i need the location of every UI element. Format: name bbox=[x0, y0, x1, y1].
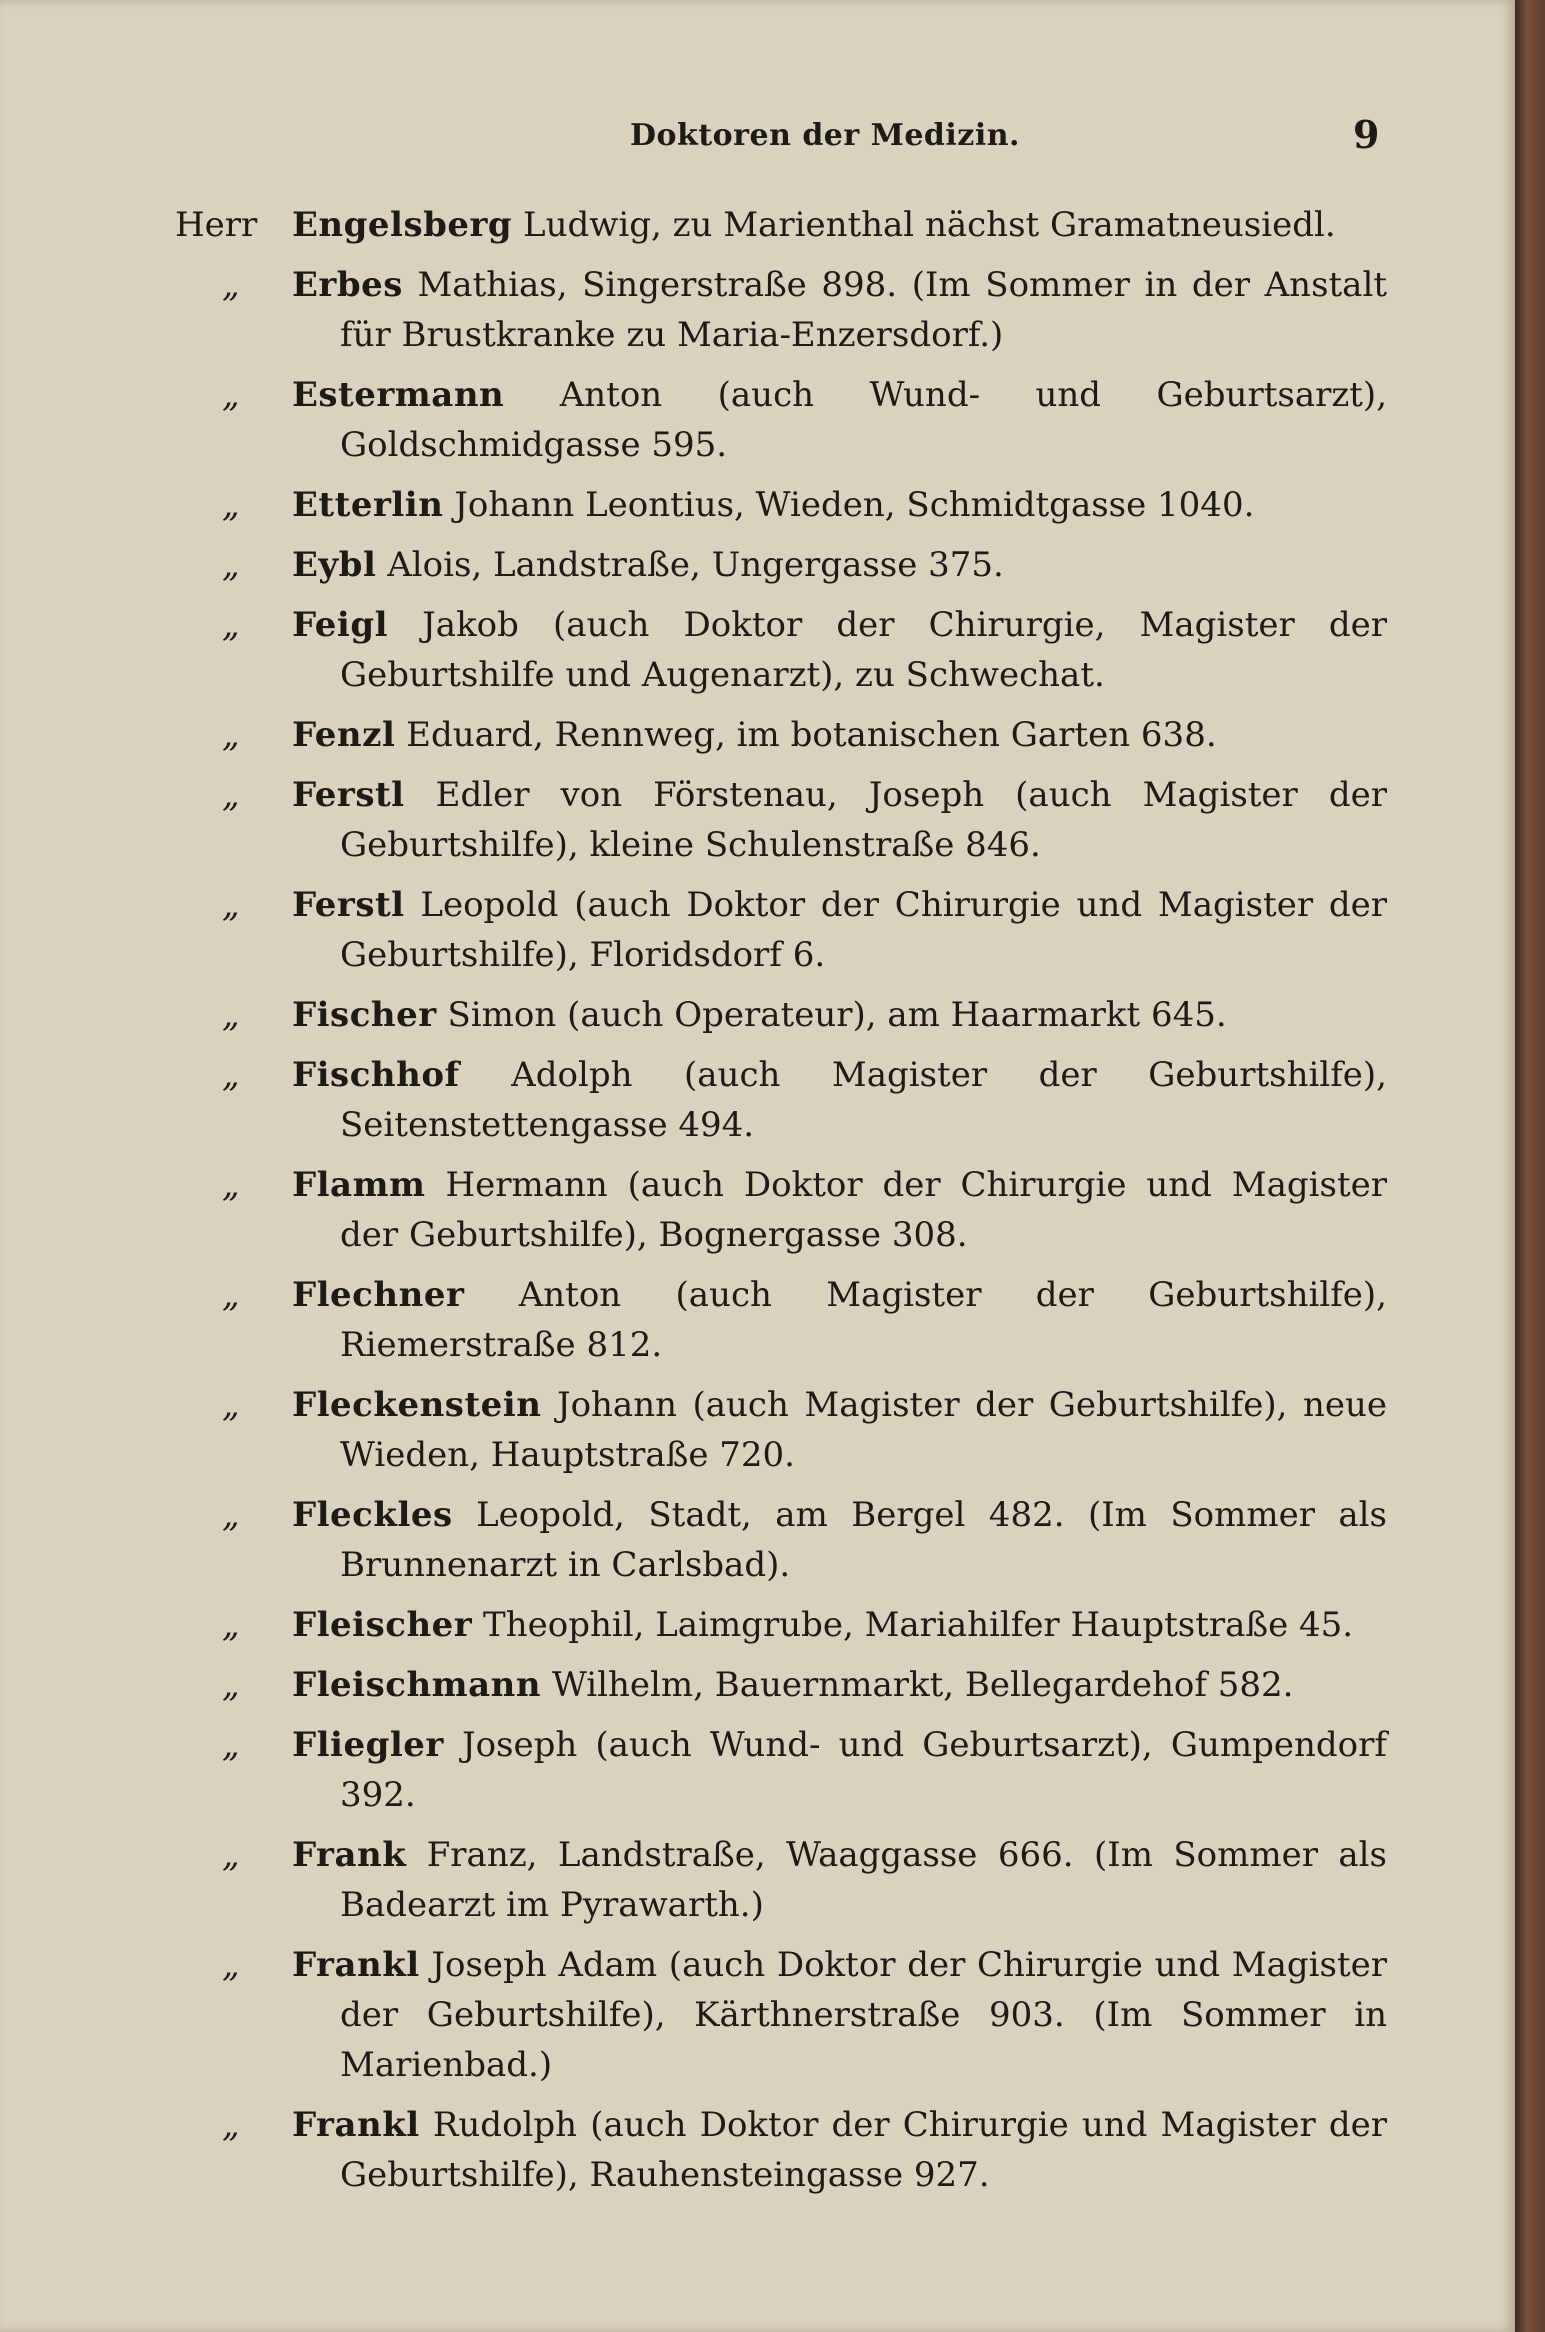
entry-prefix: Herr bbox=[175, 205, 258, 245]
entry-prefix: „ bbox=[222, 1275, 240, 1315]
list-item bbox=[0, 1720, 1515, 1820]
entry-details: Ludwig, zu Marienthal nächst Gramatneusiedl. bbox=[523, 205, 1336, 245]
list-item bbox=[0, 1940, 1515, 2090]
entry-surname: Etterlin bbox=[292, 485, 444, 525]
entry-details: Anton (auch Magister der Geburtshilfe), Riemerstraße 812. bbox=[340, 1275, 1387, 1365]
entry-details: Franz, Landstraße, Waaggasse 666. (Im Sommer als Badearzt im Pyrawarth.) bbox=[340, 1835, 1388, 1925]
entry-surname: Fenzl bbox=[292, 715, 396, 755]
entry-prefix: „ bbox=[222, 995, 240, 1035]
entry-surname: Fischhof bbox=[292, 1055, 460, 1095]
list-item bbox=[0, 540, 1515, 590]
entry-prefix: „ bbox=[222, 605, 240, 645]
entry-details: Mathias, Singerstraße 898. (Im Sommer in der Anstalt für Brustkranke zu Maria-Enzersdorf.) bbox=[340, 265, 1387, 355]
entry-prefix: „ bbox=[222, 1055, 240, 1095]
list-item bbox=[0, 370, 1515, 470]
entry-details: Adolph (auch Magister der Geburtshilfe), Seitenstettengasse 494. bbox=[340, 1055, 1387, 1145]
entry-details: Simon (auch Operateur), am Haarmarkt 645. bbox=[447, 995, 1227, 1035]
entry-surname: Engelsberg bbox=[292, 205, 513, 245]
entry-surname: Fleckenstein bbox=[292, 1385, 542, 1425]
entry-surname: Fischer bbox=[292, 995, 437, 1035]
entry-details: Joseph (auch Wund- und Geburtsarzt), Gumpendorf 392. bbox=[340, 1725, 1387, 1815]
entry-details: Wilhelm, Bauernmarkt, Bellegardehof 582. bbox=[551, 1665, 1294, 1705]
entry-surname: Fleckles bbox=[292, 1495, 453, 1535]
entry-surname: Ferstl bbox=[292, 775, 405, 815]
entry-prefix: „ bbox=[222, 715, 240, 755]
entry-prefix: „ bbox=[222, 485, 240, 525]
entry-surname: Fleischer bbox=[292, 1605, 473, 1645]
entry-prefix: „ bbox=[222, 1605, 240, 1645]
book-spine bbox=[1515, 0, 1545, 2332]
list-item bbox=[0, 480, 1515, 530]
entry-prefix: „ bbox=[222, 1495, 240, 1535]
list-item bbox=[0, 1830, 1515, 1930]
entry-surname: Fliegler bbox=[292, 1725, 444, 1765]
entry-details: Anton (auch Wund- und Geburtsarzt), Goldschmidgasse 595. bbox=[340, 375, 1387, 465]
entry-details: Johann Leontius, Wieden, Schmidtgasse 1040. bbox=[454, 485, 1255, 525]
entry-details: Jakob (auch Doktor der Chirurgie, Magister der Geburtshilfe und Augenarzt), zu Schwechat. bbox=[340, 605, 1388, 695]
entry-prefix: „ bbox=[222, 1835, 240, 1875]
entry-prefix: „ bbox=[222, 885, 240, 925]
entry-surname: Ferstl bbox=[292, 885, 405, 925]
entry-details: Edler von Förstenau, Joseph (auch Magister der Geburtshilfe), kleine Schulenstraße 846. bbox=[340, 775, 1387, 865]
entry-surname: Estermann bbox=[292, 375, 505, 415]
entry-list bbox=[0, 200, 1515, 2210]
entry-prefix: „ bbox=[222, 545, 240, 585]
list-item bbox=[0, 1600, 1515, 1650]
list-item bbox=[0, 260, 1515, 360]
list-item bbox=[0, 1160, 1515, 1260]
entry-details: Hermann (auch Doktor der Chirurgie und Magister der Geburtshilfe), Bognergasse 308. bbox=[340, 1165, 1388, 1255]
entry-prefix: „ bbox=[222, 775, 240, 815]
entry-details: Joseph Adam (auch Doktor der Chirurgie und Magister der Geburtshilfe), Kärthnerstraße 903. (Im Sommer in Marienbad.) bbox=[340, 1945, 1387, 2085]
entry-details: Johann (auch Magister der Geburtshilfe), neue Wieden, Hauptstraße 720. bbox=[340, 1385, 1388, 1475]
entry-prefix: „ bbox=[222, 375, 240, 415]
entry-prefix: „ bbox=[222, 265, 240, 305]
page-header bbox=[0, 112, 1515, 168]
list-item bbox=[0, 200, 1515, 250]
entry-surname: Erbes bbox=[292, 265, 403, 305]
list-item bbox=[0, 710, 1515, 760]
page-number: 9 bbox=[1353, 112, 1380, 157]
entry-surname: Frank bbox=[292, 1835, 407, 1875]
entry-details: Rudolph (auch Doktor der Chirurgie und Magister der Geburtshilfe), Rauhensteingasse 927. bbox=[340, 2105, 1387, 2195]
entry-prefix: „ bbox=[222, 2105, 240, 2145]
list-item bbox=[0, 880, 1515, 980]
list-item bbox=[0, 1050, 1515, 1150]
entry-surname: Frankl bbox=[292, 1945, 420, 1985]
entry-prefix: „ bbox=[222, 1725, 240, 1765]
entry-surname: Frankl bbox=[292, 2105, 420, 2145]
entry-prefix: „ bbox=[222, 1385, 240, 1425]
list-item bbox=[0, 2100, 1515, 2200]
list-item bbox=[0, 1490, 1515, 1590]
list-item bbox=[0, 770, 1515, 870]
entry-details: Leopold, Stadt, am Bergel 482. (Im Sommer als Brunnenarzt in Carlsbad). bbox=[340, 1495, 1387, 1585]
list-item bbox=[0, 1270, 1515, 1370]
running-title: Doktoren der Medizin. bbox=[630, 118, 1020, 153]
entry-surname: Feigl bbox=[292, 605, 389, 645]
entry-prefix: „ bbox=[222, 1665, 240, 1705]
entry-surname: Flechner bbox=[292, 1275, 465, 1315]
entry-details: Leopold (auch Doktor der Chirurgie und Magister der Geburtshilfe), Floridsdorf 6. bbox=[340, 885, 1388, 975]
entry-prefix: „ bbox=[222, 1165, 240, 1205]
entry-surname: Eybl bbox=[292, 545, 377, 585]
list-item bbox=[0, 1380, 1515, 1480]
list-item bbox=[0, 990, 1515, 1040]
entry-surname: Flamm bbox=[292, 1165, 426, 1205]
list-item bbox=[0, 1660, 1515, 1710]
entry-details: Alois, Landstraße, Ungergasse 375. bbox=[387, 545, 1004, 585]
entry-details: Eduard, Rennweg, im botanischen Garten 638. bbox=[406, 715, 1217, 755]
entry-surname: Fleischmann bbox=[292, 1665, 542, 1705]
list-item bbox=[0, 600, 1515, 700]
entry-details: Theophil, Laimgrube, Mariahilfer Hauptstraße 45. bbox=[483, 1605, 1354, 1645]
entry-prefix: „ bbox=[222, 1945, 240, 1985]
